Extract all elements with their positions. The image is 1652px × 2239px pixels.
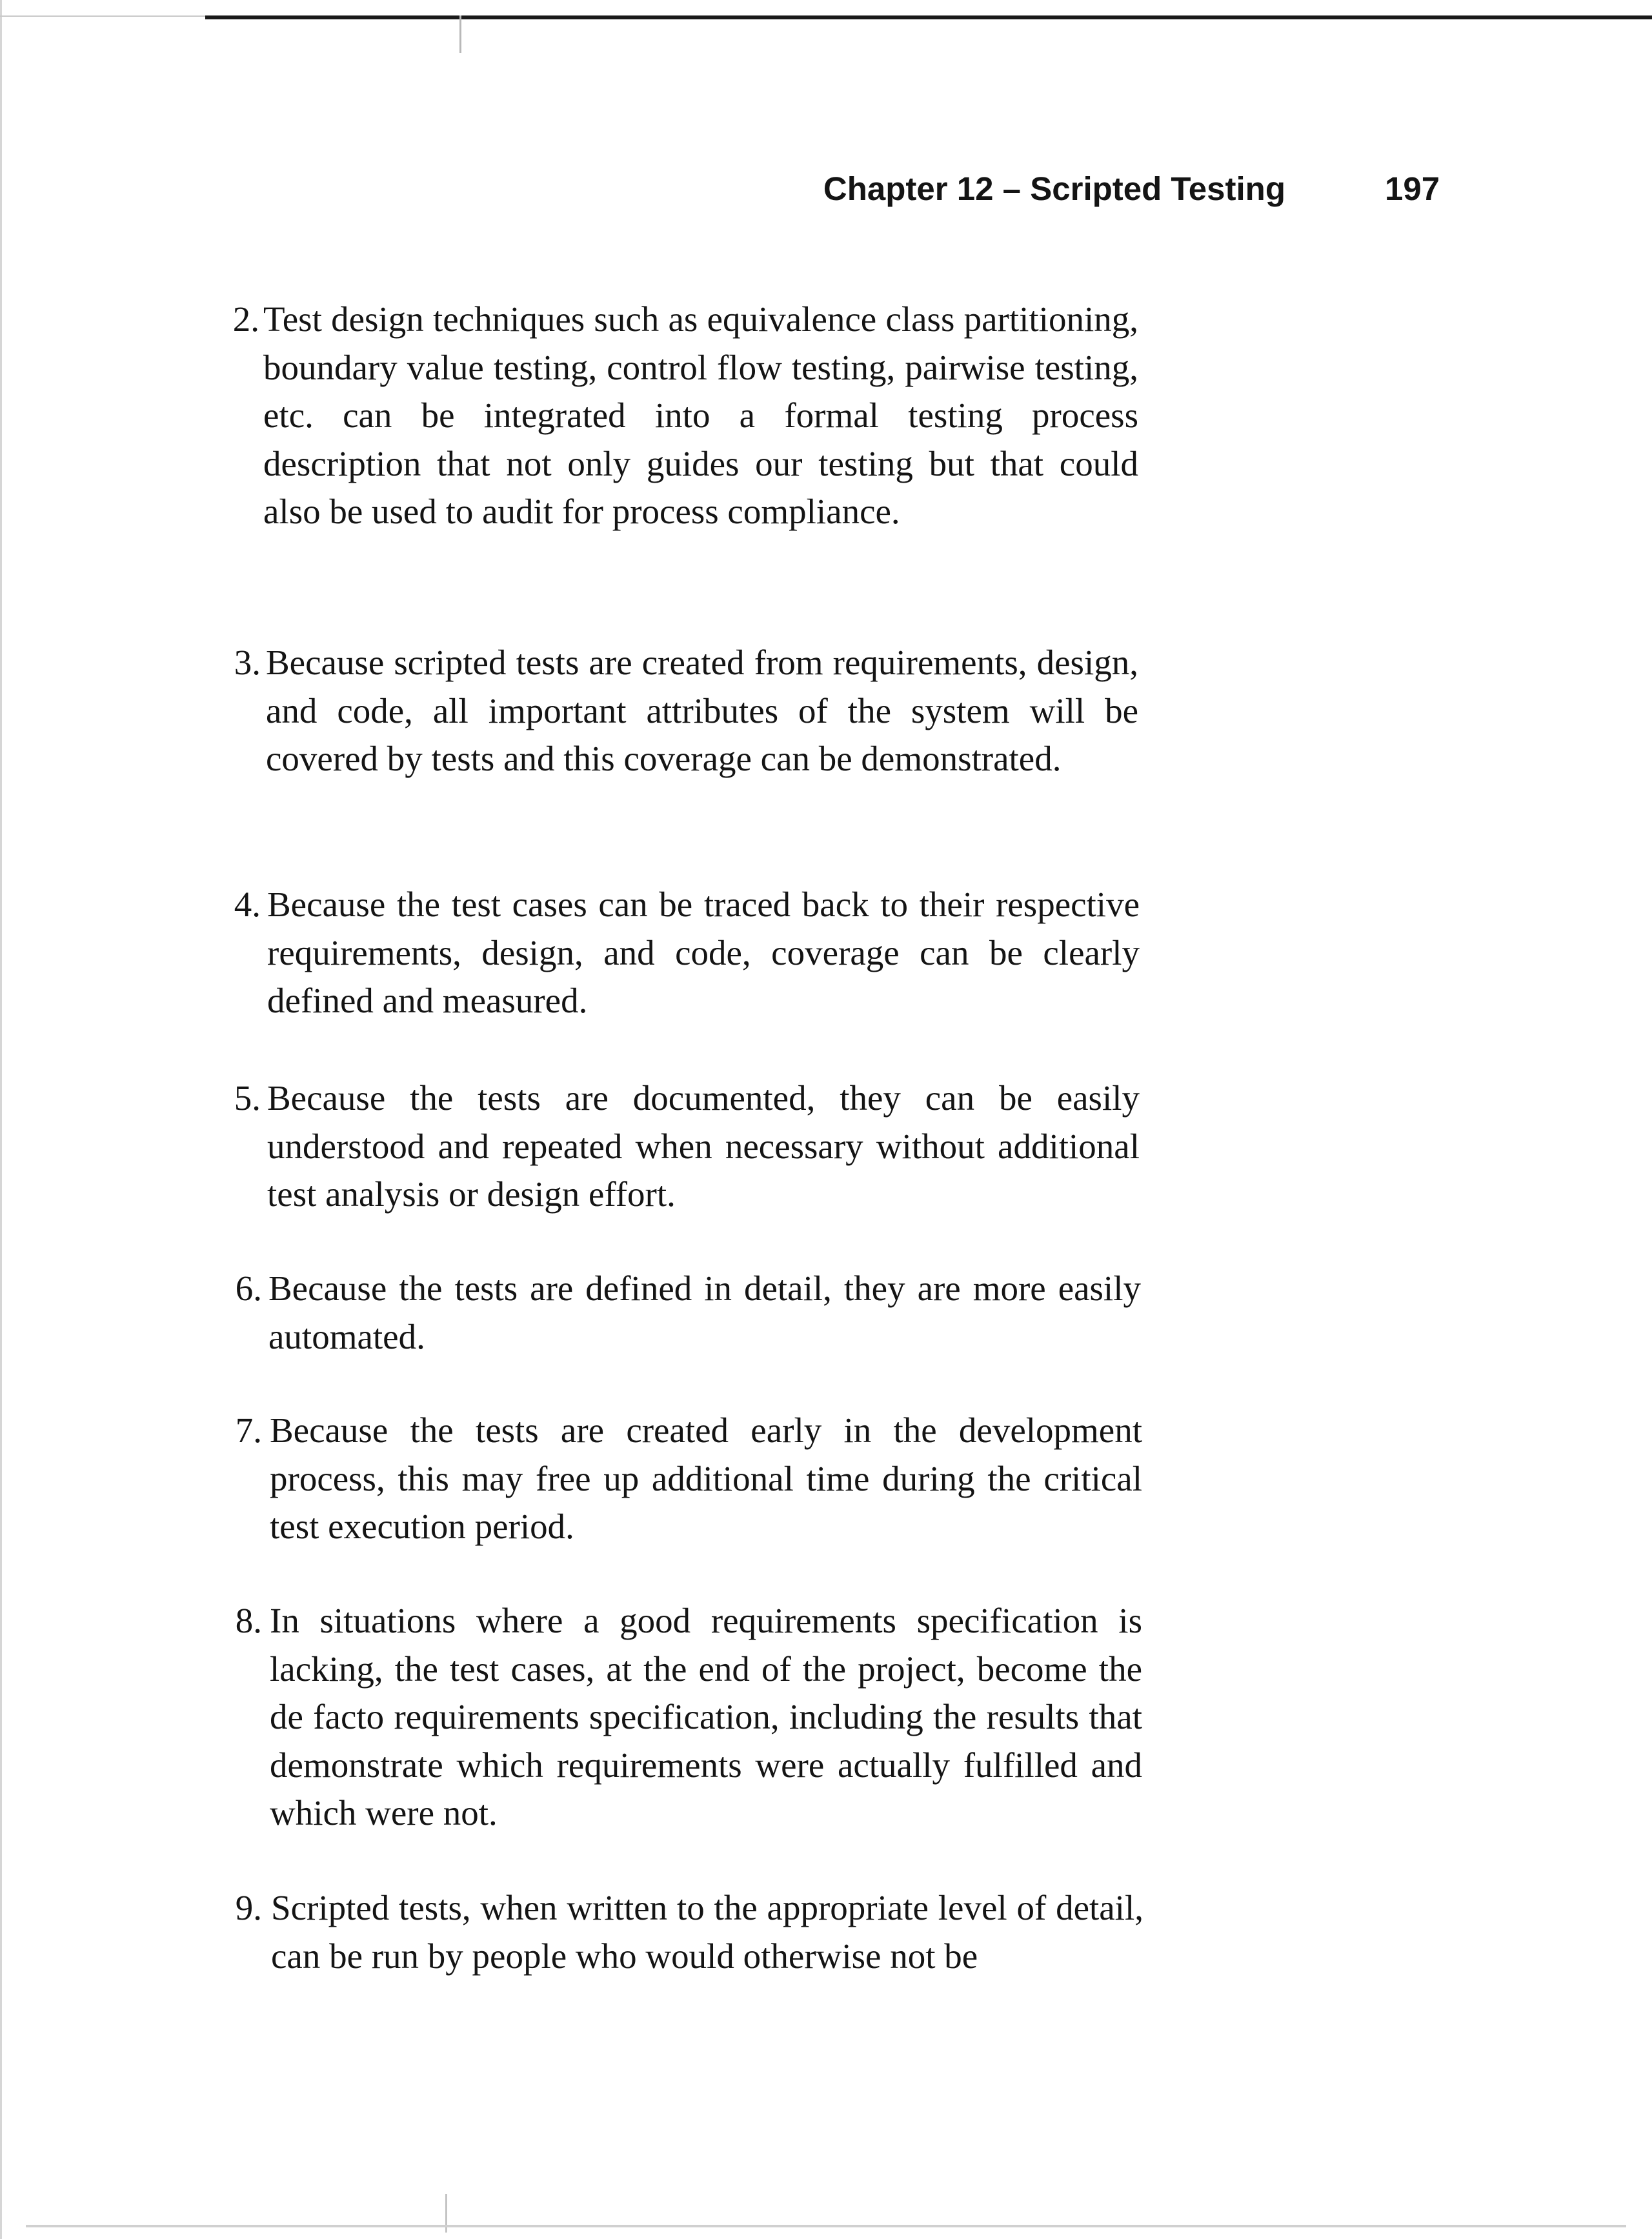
list-item-number: 3. <box>234 643 261 682</box>
scan-bottom-rule <box>26 2225 1626 2227</box>
list-item-text: Test design techniques such as equivalence class partitioning, boundary value testing, control flow testing, pairwise testing, etc. can be integrated into a formal testing process description that not only guides our testing but that could also be used to audit for process compliance. <box>263 299 1138 531</box>
list-item-number: 6. <box>235 1269 262 1308</box>
list-item-text: In situations where a good requirements specification is lacking, the test cases, at the end of the project, become the de facto requirements specification, including the results that demonstrate which requirements were actually fulfilled and which were not. <box>270 1601 1142 1832</box>
list-item-text: Because the tests are created early in the development process, this may free up additional time during the critical test execution period. <box>270 1411 1142 1546</box>
list-item-number: 8. <box>235 1601 262 1640</box>
list-item-number: 2. <box>232 299 259 339</box>
list-item <box>203 1597 1142 1838</box>
page-number: 197 <box>1385 170 1440 207</box>
list-item-text: Scripted tests, when written to the appropriate level of detail, can be run by people who would otherwise not be <box>271 1888 1143 1976</box>
list-item-number: 7. <box>235 1411 262 1450</box>
list-item <box>201 1074 1140 1219</box>
list-item-text: Because the test cases can be traced back to their respective requirements, design, and code, coverage can be clearly defined and measured. <box>267 885 1140 1020</box>
list-item <box>200 296 1138 536</box>
list-item <box>201 639 1138 783</box>
list-item-number: 9. <box>235 1888 262 1927</box>
list-item <box>203 1407 1142 1551</box>
list-item-number: 5. <box>234 1078 261 1118</box>
list-item-text: Because the tests are defined in detail, they are more easily automated. <box>268 1269 1141 1356</box>
list-item <box>203 1265 1141 1361</box>
list-item <box>203 1884 1143 1980</box>
list-item-number: 4. <box>234 885 261 924</box>
list-item <box>201 881 1140 1025</box>
list-item-text: Because scripted tests are created from requirements, design, and code, all important attributes of the system will be covered by tests and this coverage can be demonstrated. <box>266 643 1138 778</box>
list-item-text: Because the tests are documented, they can be easily understood and repeated when necessary without additional test analysis or design effort. <box>267 1078 1140 1214</box>
chapter-title: Chapter 12 – Scripted Testing <box>823 170 1285 207</box>
